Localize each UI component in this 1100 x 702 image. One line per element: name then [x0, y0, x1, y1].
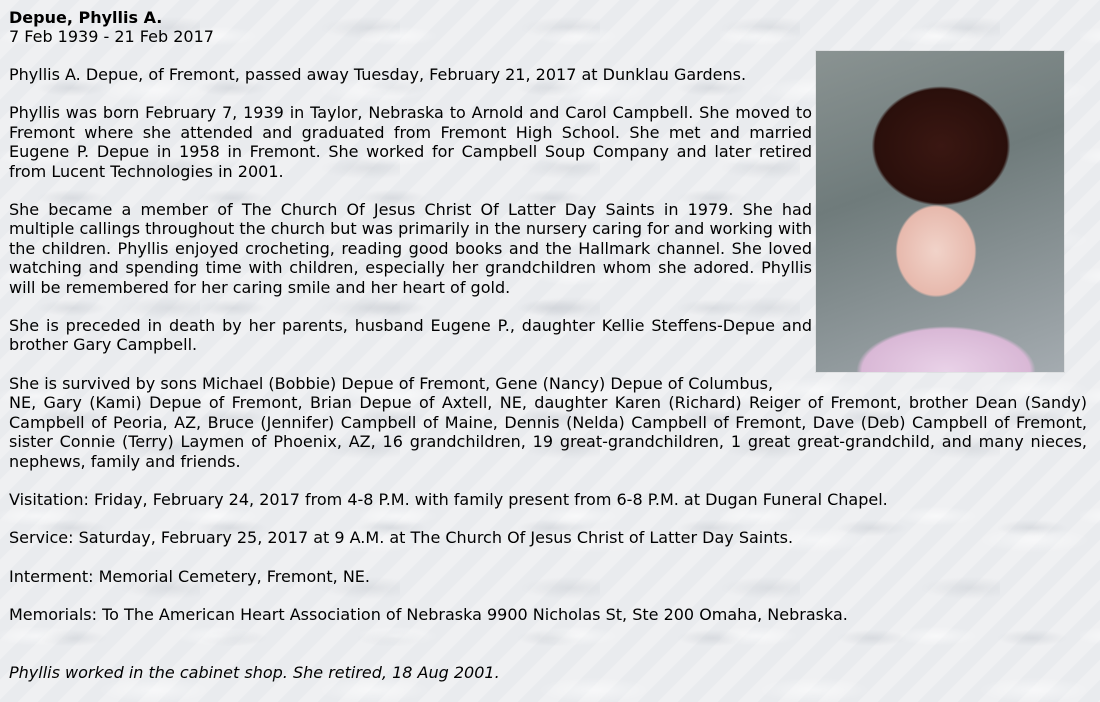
biography-paragraph: Phyllis was born February 7, 1939 in Taylor, Nebraska to Arnold and Carol Campbell. She moved to Fremont where she attended and graduated from Fremont High School. She met and married Eugene P. Depue in 1958 in Fremont. She worked for Campbell Soup Company and later retired from Lucent Technologies in 2001. — [9, 103, 812, 181]
church-paragraph: She became a member of The Church Of Jesus Christ Of Latter Day Saints in 1979. She had multiple callings throughout the church but was primarily in the nursery caring for and working with the children. Phyllis enjoyed crocheting, reading good books and the Hallmark channel. She loved watching and spending time with children, especially her grandchildren whom she adored. Phyllis will be remembered for her caring smile and her heart of gold. — [9, 200, 812, 297]
life-dates: 7 Feb 1939 - 21 Feb 2017 — [9, 27, 214, 46]
obituary — [9, 8, 1087, 682]
survived-paragraph-start: She is survived by sons Michael (Bobbie) Depue of Fremont, Gene (Nancy) Depue of Columbus, — [9, 373, 774, 393]
service-line: Service: Saturday, February 25, 2017 at 9 A.M. at The Church Of Jesus Christ of Latter Day Saints. — [9, 528, 794, 548]
death-notice-paragraph: Phyllis A. Depue, of Fremont, passed away Tuesday, February 21, 2017 at Dunklau Gardens. — [9, 65, 747, 84]
visitation-line: Visitation: Friday, February 24, 2017 from 4-8 P.M. with family present from 6-8 P.M. at Dugan Funeral Chapel. — [9, 489, 888, 509]
obituary-name: Depue, Phyllis A. — [9, 8, 163, 27]
interment-line: Interment: Memorial Cemetery, Fremont, NE. — [9, 566, 370, 586]
memorials-line: Memorials: To The American Heart Association of Nebraska 9900 Nicholas St, Ste 200 Omaha, Nebraska. — [9, 605, 848, 625]
preceded-paragraph: She is preceded in death by her parents, husband Eugene P., daughter Kellie Steffens-Depue and brother Gary Campbell. — [9, 316, 812, 355]
survived-paragraph-rest: NE, Gary (Kami) Depue of Fremont, Brian Depue of Axtell, NE, daughter Karen (Richard) Reiger of Fremont, brother Dean (Sandy) Campbell of Peoria, AZ, Bruce (Jennifer) Campbell of Maine, Dennis (Nelda) Campbell of Fremont, Dave (Deb) Campbell of Fremont, sister Connie (Terry) Laymen of Phoenix, AZ, 16 grandchildren, 19 great-grandchildren, 1 great great-grandchild, and many nieces, nephews, family and friends. — [9, 393, 1087, 471]
work-note: Phyllis worked in the cabinet shop. She retired, 18 Aug 2001. — [9, 662, 500, 682]
